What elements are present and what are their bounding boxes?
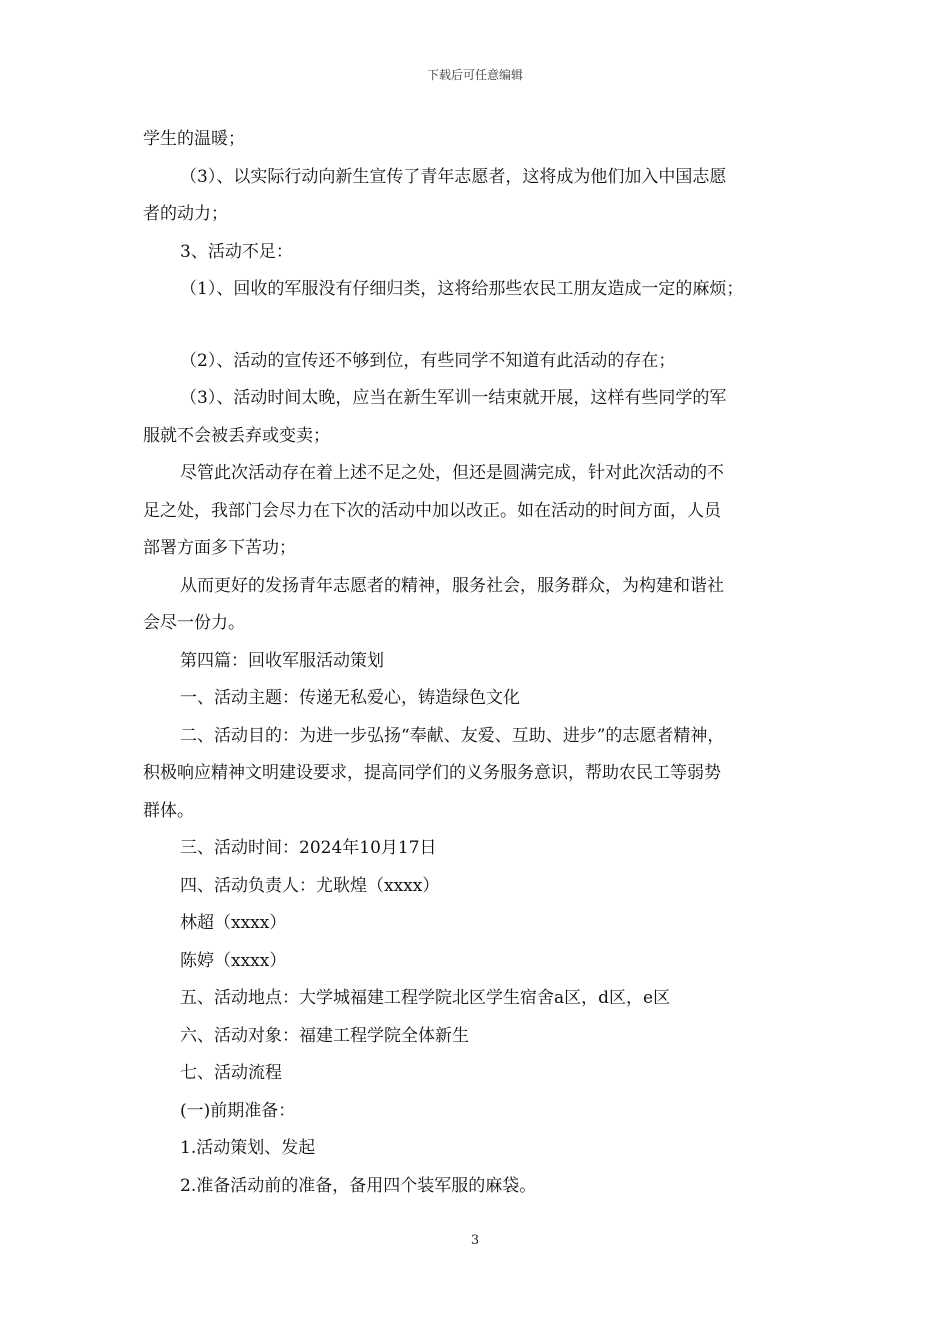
document-body <box>143 121 811 1205</box>
text-line: 六、活动对象：福建工程学院全体新生 <box>180 1025 469 1046</box>
text-line: （3）、活动时间太晚，应当在新生军训一结束就开展，这样有些同学的军 <box>180 388 727 408</box>
text-line: 四、活动负责人：尤耿煌（xxxx） <box>180 875 440 896</box>
text-line: 二、活动目的：为进一步弘扬“奉献、友爱、互助、进步”的志愿者精神， <box>180 725 725 746</box>
text-line: 2.准备活动前的准备，备用四个装军服的麻袋。 <box>180 1175 537 1196</box>
text-line: 陈婷（xxxx） <box>180 950 287 971</box>
text-line: 第四篇：回收军服活动策划 <box>180 650 384 671</box>
text-line: 部署方面多下苦功； <box>143 538 296 558</box>
text-line: 服就不会被丢弃或变卖； <box>143 425 330 446</box>
text-line: 尽管此次活动存在着上述不足之处，但还是圆满完成，针对此次活动的不 <box>180 463 724 483</box>
text-line: 学生的温暖； <box>143 129 245 149</box>
text-line: 1.活动策划、发起 <box>180 1138 316 1158</box>
text-line: 三、活动时间：2024年10月17日 <box>180 838 437 858</box>
text-line: 五、活动地点：大学城福建工程学院北区学生宿舍a区，d区，e区 <box>180 988 671 1008</box>
page-number: 3 <box>470 1233 480 1248</box>
text-line: 群体。 <box>143 800 194 821</box>
paragraph-spacer <box>143 309 811 343</box>
text-line: 3、活动不足： <box>180 241 293 262</box>
text-line: 积极响应精神文明建设要求，提高同学们的义务服务意识，帮助农民工等弱势 <box>143 763 721 783</box>
text-line: 一、活动主题：传递无私爱心，铸造绿色文化 <box>180 688 520 708</box>
text-line: （2）、活动的宣传还不够到位，有些同学不知道有此活动的存在； <box>180 350 676 371</box>
text-line: (一)前期准备： <box>180 1100 296 1121</box>
text-line: （1）、回收的军服没有仔细归类，这将给那些农民工朋友造成一定的麻烦； <box>180 279 744 299</box>
text-line: 者的动力； <box>143 204 228 224</box>
text-line: （3）、以实际行动向新生宣传了青年志愿者，这将成为他们加入中国志愿 <box>180 166 727 187</box>
text-line: 七、活动流程 <box>180 1063 282 1083</box>
text-line: 会尽一份力。 <box>143 613 245 633</box>
text-line: 林超（xxxx） <box>180 913 287 933</box>
text-line: 足之处，我部门会尽力在下次的活动中加以改正。如在活动的时间方面，人员 <box>143 500 721 521</box>
page-header: 下载后可任意编辑 <box>426 68 523 82</box>
text-line: 从而更好的发扬青年志愿者的精神，服务社会，服务群众，为构建和谐社 <box>180 575 724 596</box>
